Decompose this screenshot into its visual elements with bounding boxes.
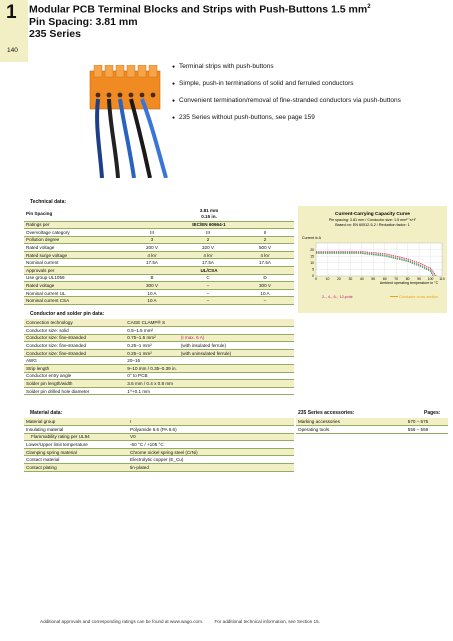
x-tick-label: 10 bbox=[325, 277, 330, 281]
y-tick-label: 0 bbox=[312, 274, 314, 279]
table-row: Conductor entry angle 0° to PCB bbox=[24, 372, 294, 380]
table-row: Contact material Electrolytic copper (E_Cu) bbox=[24, 456, 294, 464]
table-row: Conductor size: fine-stranded 0.25–1 mm² (with insulated ferrule) bbox=[24, 342, 294, 350]
table-row bbox=[24, 207, 294, 221]
x-tick-label: 80 bbox=[405, 277, 410, 281]
x-tick-label: 90 bbox=[417, 277, 421, 281]
x-tick-label: 60 bbox=[382, 277, 387, 281]
material-heading: Material data: bbox=[30, 410, 63, 416]
x-tick-label: 110 bbox=[439, 277, 445, 281]
table-row: Connection technology CAGE CLAMP® S bbox=[24, 319, 294, 327]
x-tick-label: 0 bbox=[315, 277, 317, 281]
x-tick-label: 100 bbox=[427, 277, 434, 281]
table-row: Conductor size: solid 0.5–1.5 mm² bbox=[24, 327, 294, 335]
title-line3: 235 Series bbox=[29, 27, 81, 40]
y-axis-label: Current in A bbox=[302, 236, 321, 240]
feature-list bbox=[172, 63, 447, 131]
table-row: Lower/Upper limit temperature -60 °C / +105 °C bbox=[24, 441, 294, 449]
footer-section-note: For additional technical information, see Section 15. bbox=[214, 619, 320, 624]
table-row: Nominal current CSA 10 A – – bbox=[24, 297, 294, 305]
accessories-table bbox=[296, 418, 448, 434]
x-tick-label: 70 bbox=[394, 277, 399, 281]
title-line1: Modular PCB Terminal Blocks and Strips with Push-Buttons 1.5 mm bbox=[29, 3, 368, 16]
page-title bbox=[29, 1, 371, 40]
capacity-chart-svg bbox=[298, 206, 447, 313]
x-tick-label: 40 bbox=[359, 277, 364, 281]
legend-poles: 2-, 4-, 6-, 12-pole bbox=[322, 294, 353, 299]
x-axis-label: Ambient operating temperature in °C bbox=[379, 281, 439, 285]
product-photo bbox=[80, 65, 168, 178]
table-row: AWG 20–16 bbox=[24, 357, 294, 365]
legend-conductor: Conductor cross-section bbox=[399, 295, 438, 299]
capacity-chart bbox=[298, 206, 447, 313]
chart-title: Current-Carrying Capacity Curve bbox=[335, 212, 410, 217]
table-row: Overvoltage category III III II bbox=[24, 229, 294, 237]
feature-item: ● 235 Series without push-buttons, see page 159 bbox=[172, 114, 447, 122]
x-tick-label: 20 bbox=[337, 277, 341, 281]
connection-heading: Conductor and solder pin data: bbox=[30, 311, 105, 317]
chart-subtitle: Pin spacing: 3.81 mm / Conductor size: 1.5 mm² "s+f" bbox=[328, 218, 417, 222]
table-row: Contact plating tin-plated bbox=[24, 464, 294, 472]
title-line2: Pin Spacing: 3.81 mm bbox=[29, 15, 138, 28]
pin-spacing-label: Pin Spacing bbox=[24, 207, 124, 221]
table-row: Nominal current 17.5A 17.5A 17.5A bbox=[24, 259, 294, 267]
accessories-heading: 235 Series accessories: bbox=[298, 410, 355, 416]
table-row: Flammability rating per UL94 V0 bbox=[24, 433, 294, 441]
table-row: Rated voltage 200 V 320 V 500 V bbox=[24, 244, 294, 252]
table-row: Rated surge voltage 4 kV 4 kV 4 kV bbox=[24, 251, 294, 259]
technical-table bbox=[24, 207, 294, 305]
feature-item: ● Simple, push-in terminations of solid and ferruled conductors bbox=[172, 80, 447, 88]
table-row: Marking accessories 570 – 575 bbox=[296, 418, 448, 426]
connection-table bbox=[24, 319, 294, 395]
y-tick-label: 5 bbox=[312, 267, 314, 272]
page-number: 140 bbox=[7, 47, 18, 54]
chapter-tab bbox=[0, 0, 28, 62]
table-row: Solder pin drilled hole diameter 1^+0.1 mm bbox=[24, 387, 294, 395]
table-row: Conductor size: fine-stranded 0.75–1.5 mm² (I max. 6 A) bbox=[24, 334, 294, 342]
feature-item: ● Convenient termination/removal of fine-stranded conductors via push-buttons bbox=[172, 97, 447, 105]
plot-area bbox=[316, 243, 442, 276]
footer bbox=[40, 619, 320, 624]
table-row: Ratings per IEC/EN 60664-1 bbox=[24, 221, 294, 229]
table-row: Conductor size: fine-stranded 0.25–1 mm² (with uninsulated ferrule) bbox=[24, 349, 294, 357]
footer-approvals-note: Additional approvals and corresponding ratings can be found at www.wago.com. bbox=[40, 619, 204, 624]
table-row: Use group UL1059 B C D bbox=[24, 274, 294, 282]
feature-item: ● Terminal strips with push-buttons bbox=[172, 63, 447, 71]
table-row: Insulating material Polyamide 6.6 (PA 6.6) bbox=[24, 426, 294, 434]
material-table bbox=[24, 418, 294, 472]
title-line1-sup: 2 bbox=[367, 4, 371, 10]
pin-spacing-value: 3.81 mm 0.15 in. bbox=[124, 207, 294, 221]
y-tick-label: 20 bbox=[310, 247, 314, 252]
table-row: Rated voltage 300 V – 300 V bbox=[24, 282, 294, 290]
table-row: Material group I bbox=[24, 418, 294, 426]
table-row: Nominal current UL 10 A – 10 A bbox=[24, 289, 294, 297]
x-tick-label: 30 bbox=[348, 277, 353, 281]
y-tick-label: 15 bbox=[310, 254, 314, 259]
table-row: Strip length 9–10 mm / 0.35–0.39 in. bbox=[24, 365, 294, 373]
table-row: Clamping spring material Chrome nickel spring steel (CrNi) bbox=[24, 448, 294, 456]
accessories-pages-label: Pages: bbox=[424, 410, 441, 416]
chart-subtitle: Based on: EN 60512-5-2 / Reduction factor: 1 bbox=[335, 223, 410, 227]
table-row: Pollution degree 3 2 2 bbox=[24, 236, 294, 244]
table-row: Solder pin length/width 3.6 mm / 0.4 x 0.8 mm bbox=[24, 380, 294, 388]
technical-heading: Technical data: bbox=[30, 199, 67, 205]
chapter-number: 1 bbox=[6, 2, 17, 23]
table-row: Approvals per UL/CSA bbox=[24, 267, 294, 275]
table-row: Operating tools 556 – 559 bbox=[296, 426, 448, 434]
y-tick-label: 10 bbox=[310, 261, 314, 265]
x-tick-label: 50 bbox=[371, 277, 376, 281]
